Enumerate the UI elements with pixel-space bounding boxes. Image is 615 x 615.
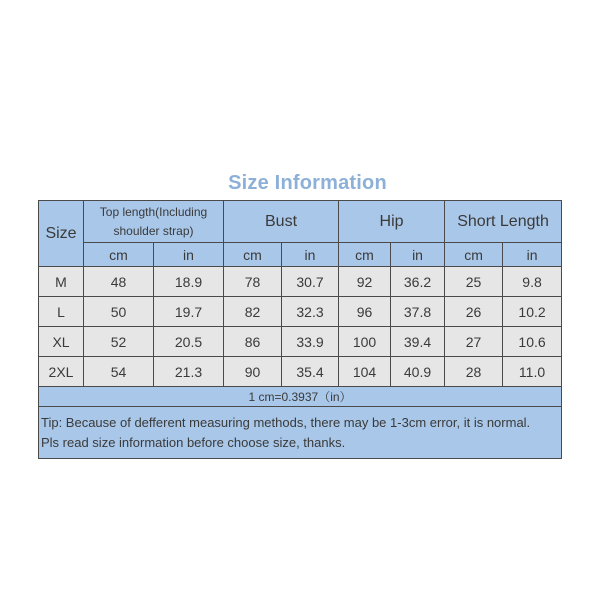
unit-in-header: in (503, 243, 562, 267)
short-length-in-cell: 9.8 (503, 267, 562, 297)
hip-in-cell: 39.4 (391, 327, 445, 357)
size-cell: L (39, 297, 84, 327)
top-length-cm-cell: 50 (84, 297, 154, 327)
size-cell: XL (39, 327, 84, 357)
bust-in-cell: 32.3 (282, 297, 339, 327)
bust-cm-cell: 78 (224, 267, 282, 297)
tip-line-2: Pls read size information before choose size, thanks. (41, 434, 346, 450)
table-row (39, 327, 562, 357)
tip-cell (39, 407, 562, 459)
conversion-row (39, 387, 562, 407)
table-row (39, 297, 562, 327)
tip-line-1: Tip: Because of defferent measuring methods, there may be 1-3cm error, it is normal. (41, 414, 531, 430)
hip-in-cell: 36.2 (391, 267, 445, 297)
top-length-in-cell: 21.3 (154, 357, 224, 387)
unit-cm-header: cm (84, 243, 154, 267)
bust-in-cell: 35.4 (282, 357, 339, 387)
top-length-header-text: Top length(Including shoulder strap) (99, 204, 208, 238)
short-length-header: Short Length (445, 201, 562, 243)
hip-cm-cell: 104 (339, 357, 391, 387)
tip-row (39, 407, 562, 459)
conversion-note: 1 cm=0.3937（in） (39, 387, 562, 407)
bust-header: Bust (224, 201, 339, 243)
header-row (39, 201, 562, 243)
bust-cm-cell: 86 (224, 327, 282, 357)
short-length-cm-cell: 26 (445, 297, 503, 327)
top-length-cm-cell: 48 (84, 267, 154, 297)
short-length-in-cell: 10.2 (503, 297, 562, 327)
hip-header: Hip (339, 201, 445, 243)
short-length-cm-cell: 27 (445, 327, 503, 357)
top-length-cm-cell: 52 (84, 327, 154, 357)
top-length-in-cell: 19.7 (154, 297, 224, 327)
top-length-header (84, 201, 224, 243)
short-length-cm-cell: 25 (445, 267, 503, 297)
top-length-in-cell: 18.9 (154, 267, 224, 297)
hip-cm-cell: 92 (339, 267, 391, 297)
unit-in-header: in (154, 243, 224, 267)
size-table (38, 200, 562, 459)
bust-in-cell: 30.7 (282, 267, 339, 297)
table-row (39, 267, 562, 297)
hip-in-cell: 40.9 (391, 357, 445, 387)
unit-in-header: in (282, 243, 339, 267)
unit-cm-header: cm (445, 243, 503, 267)
unit-cm-header: cm (224, 243, 282, 267)
hip-cm-cell: 96 (339, 297, 391, 327)
short-length-in-cell: 10.6 (503, 327, 562, 357)
top-length-cm-cell: 54 (84, 357, 154, 387)
top-length-in-cell: 20.5 (154, 327, 224, 357)
table-row (39, 357, 562, 387)
size-header: Size (39, 201, 84, 267)
hip-in-cell: 37.8 (391, 297, 445, 327)
bust-in-cell: 33.9 (282, 327, 339, 357)
short-length-cm-cell: 28 (445, 357, 503, 387)
hip-cm-cell: 100 (339, 327, 391, 357)
size-cell: 2XL (39, 357, 84, 387)
bust-cm-cell: 90 (224, 357, 282, 387)
size-cell: M (39, 267, 84, 297)
bust-cm-cell: 82 (224, 297, 282, 327)
page-title: Size Information (228, 172, 387, 194)
unit-in-header: in (391, 243, 445, 267)
unit-header-row (39, 243, 562, 267)
unit-cm-header: cm (339, 243, 391, 267)
short-length-in-cell: 11.0 (503, 357, 562, 387)
